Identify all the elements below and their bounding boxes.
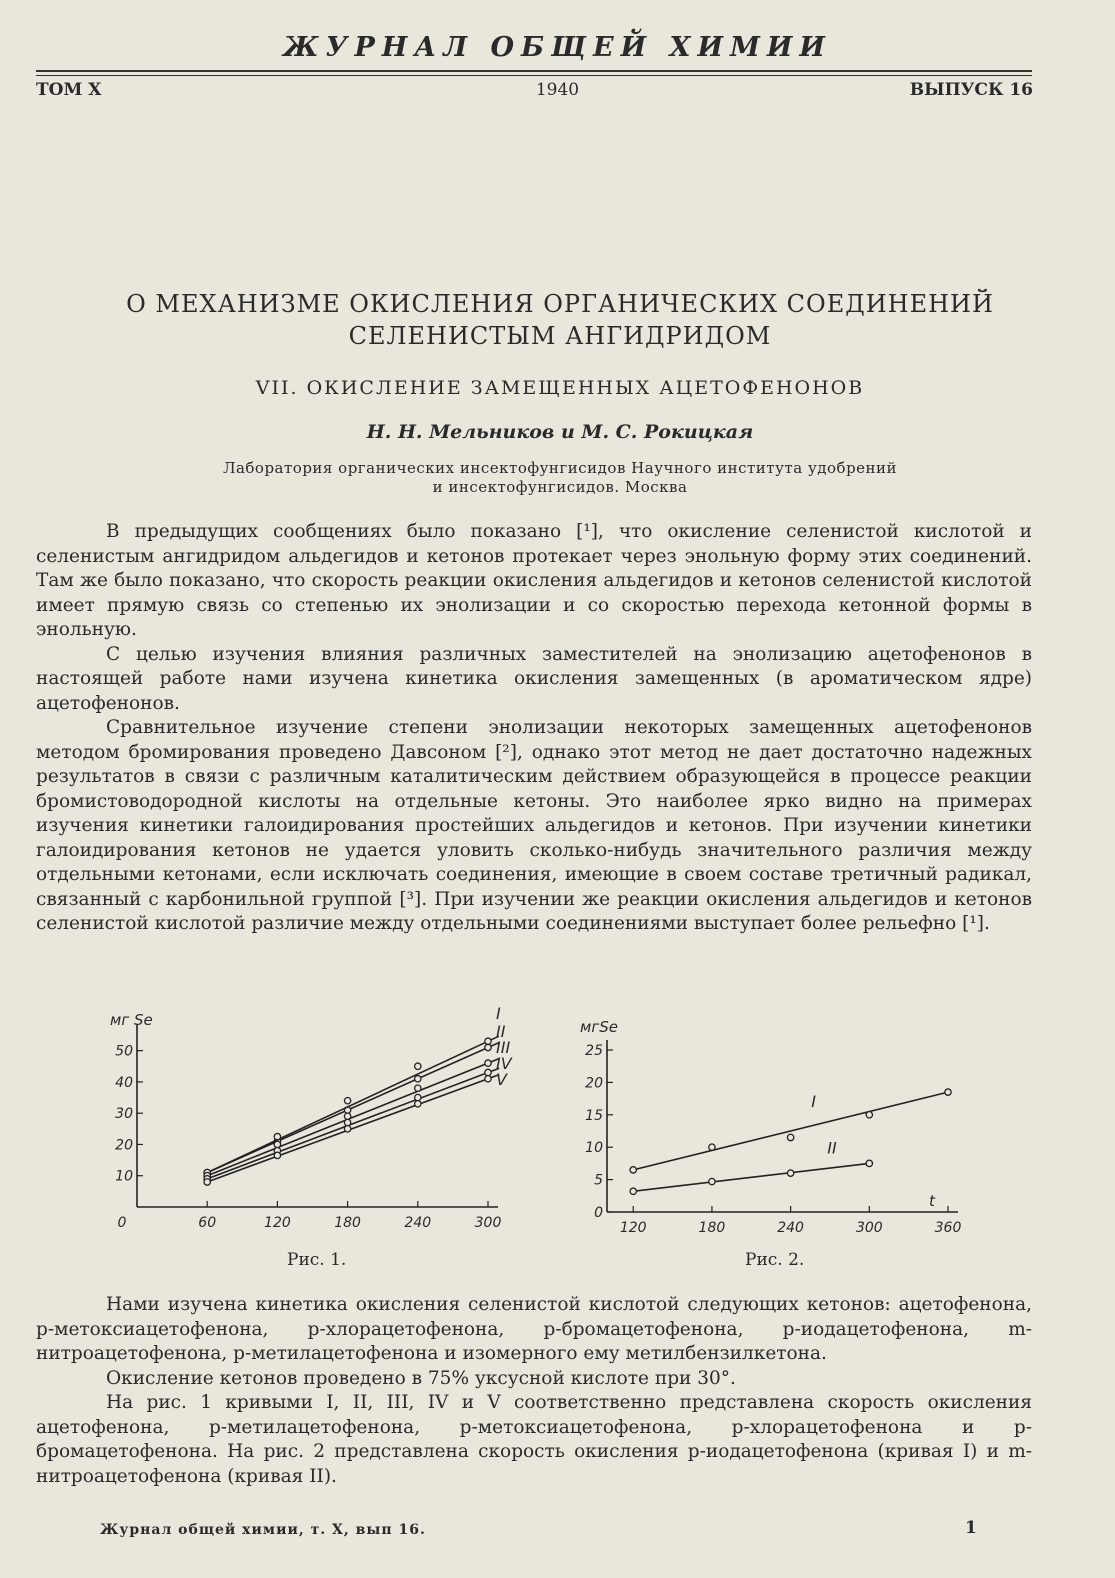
y-tick-label: 20 [585,1075,603,1092]
data-point-V [344,1126,350,1132]
x-tick-label: 120 [619,1220,647,1236]
data-point-IV [415,1094,421,1100]
x-tick-label: 240 [404,1215,432,1231]
title-line-2: СЕЛЕНИСТЫМ АНГИДРИДОМ [348,322,772,350]
y-tick-label: 25 [585,1043,603,1059]
data-point-I [945,1089,951,1095]
article-title [80,288,1040,352]
data-point-I [485,1044,491,1050]
volume-label: ТОМ X [36,80,102,100]
data-point-III [344,1113,350,1119]
x-tick-label: 240 [777,1220,804,1236]
x-tick-label: 180 [334,1215,361,1231]
series-line-I [207,1043,499,1173]
data-point-IV [485,1069,491,1075]
x-tick-label: 0 [117,1215,127,1231]
article-subtitle: VII. ОКИСЛЕНИЕ ЗАМЕЩЕННЫХ АЦЕТОФЕНОНОВ [255,377,865,399]
data-point-III [415,1085,421,1091]
figure-2-caption: Рис. 2. [745,1250,805,1270]
y-tick-label: 30 [115,1106,133,1123]
year-label: 1940 [535,80,580,100]
series-label-II: II [827,1138,837,1158]
data-point-I [630,1167,636,1173]
page-number: 1 [965,1518,977,1538]
data-point-II [709,1178,715,1184]
x-tick-label: 360 [934,1220,962,1236]
x-tick-label: 300 [855,1220,883,1236]
data-point-I [787,1134,793,1140]
body-text-top [36,520,1032,937]
footer-journal-ref: Журнал общей химии, т. X, вып 16. [100,1522,426,1538]
x-tick-label: 300 [474,1215,502,1231]
data-point-V [204,1179,210,1185]
x-tick-label: 120 [264,1215,291,1231]
body-text-bottom [36,1293,1032,1489]
paragraph-3: Сравнительное изучение степени энолизации некоторых замещенных ацетофенонов методом бромирования проведено Давсоном [²], однако этот метод не дает достаточно надежных результатов в связи с различным каталитическим действием образующейся в процессе реакции бромистоводородной кислоты на отдельные кетоны. Это наиболее ярко видно на примерах изучения кинетики галоидирования простейших альдегидов и кетонов. При изучении кинетики галоидирования кетонов не удается уловить сколько-нибудь значительного различия между отдельными кетонами, если исключать соединения, имеющие в своем составе третичный радикал, связанный с карбонильной группой [³]. При изучении же реакции окисления альдегидов и кетонов селенистой кислотой различие между отдельными соединениями выступает более рельефно [¹]. [36,717,1032,934]
y-tick-label: 20 [115,1137,133,1154]
header-rule [36,70,1032,72]
figure-2-chart [570,1010,970,1280]
data-point-V [274,1152,280,1158]
series-line-I [633,1092,948,1170]
data-point-II [630,1188,636,1194]
data-point-IV [344,1119,350,1125]
y-axis-label: мг Se [110,1011,153,1029]
series-line-IV [207,1068,499,1179]
paragraph-4: Нами изучена кинетика окисления селенистой кислотой следующих кетонов: ацетофенона, p-метоксиацетофенона, p-хлорацетофенона, p-бромацетофенона, p-иодацетофенона, m-нитроацетофенона, p-метилацетофенона и изомерного ему метилбензилкетона. [36,1294,1032,1364]
y-tick-label: 50 [115,1043,133,1060]
x-axis-label: t [929,1192,935,1210]
data-point-I [415,1076,421,1082]
y-tick-label: 40 [115,1074,133,1091]
data-point-III [485,1060,491,1066]
data-point-II [344,1097,350,1103]
data-point-I [709,1144,715,1150]
data-point-V [415,1101,421,1107]
y-tick-label: 0 [594,1205,603,1221]
series-label-III: III [496,1038,511,1057]
figure-2 [570,1010,970,1280]
paragraph-5: Окисление кетонов проведено в 75% уксусной кислоте при 30°. [106,1367,736,1389]
data-point-II [787,1170,793,1176]
data-point-I [866,1112,872,1118]
article-authors: Н. Н. Мельников и М. С. Рокицкая [366,421,754,443]
series-line-V [207,1075,499,1182]
affiliation-line-2: и инсектофунгисидов. Москва [432,478,688,496]
series-line-II [633,1163,869,1191]
series-label-I: I [496,1005,501,1023]
data-point-II [485,1038,491,1044]
series-line-III [207,1059,499,1176]
figure-1-caption: Рис. 1. [287,1250,347,1270]
affiliation [120,459,1000,497]
header-rule-thin [36,75,1032,76]
title-line-1: О МЕХАНИЗМЕ ОКИСЛЕНИЯ ОРГАНИЧЕСКИХ СОЕДИНЕНИЙ [126,290,994,318]
data-point-V [485,1076,491,1082]
paragraph-1: В предыдущих сообщениях было показано [¹], что окисление селенистой кислотой и селенистым ангидридом альдегидов и кетонов протекает через энольную форму этих соединений. Там же было показано, что скорость реакции окисления альдегидов и кетонов селенистой кислотой имеет прямую связь со степенью их энолизации и со скоростью перехода кетонной формы в энольную. [36,521,1032,640]
figure-1-chart [100,1005,520,1280]
series-label-IV: IV [496,1054,512,1073]
issue-label: ВЫПУСК 16 [909,80,1033,100]
data-point-II [866,1160,872,1166]
y-tick-label: 10 [115,1168,133,1185]
paragraph-6: На рис. 1 кривыми I, II, III, IV и V соответственно представлена скорость окисления ацетофенона, p-метилацетофенона, p-метоксиацетофенона, p-хлорацетофенона и p-бромацетофенона. На рис. 2 представлена скорость окисления p-иодацетофенона (кривая I) и m-нитроацетофенона (кривая II). [36,1392,1032,1487]
series-label-I: I [811,1091,817,1111]
journal-title: ЖУРНАЛ ОБЩЕЙ ХИМИИ [283,32,832,63]
series-line-II [207,1036,499,1172]
y-tick-label: 10 [585,1140,603,1157]
y-tick-label: 5 [594,1172,603,1189]
paragraph-2: С целью изучения влияния различных заместителей на энолизацию ацетофенонов в настоящей работе нами изучена кинетика окисления замещенных (в ароматическом ядре) ацетофенонов. [36,643,1032,714]
x-tick-label: 60 [198,1215,217,1231]
data-point-II [274,1133,280,1139]
series-label-II: II [496,1022,506,1041]
data-point-II [415,1063,421,1069]
figure-1 [100,1005,520,1280]
affiliation-line-1: Лаборатория органических инсектофунгисидов Научного института удобрений [222,459,898,477]
series-label-V: V [496,1070,507,1089]
y-tick-label: 15 [585,1107,603,1124]
data-point-III [274,1141,280,1147]
y-axis-label: мгSe [580,1018,618,1036]
x-tick-label: 180 [698,1220,726,1236]
